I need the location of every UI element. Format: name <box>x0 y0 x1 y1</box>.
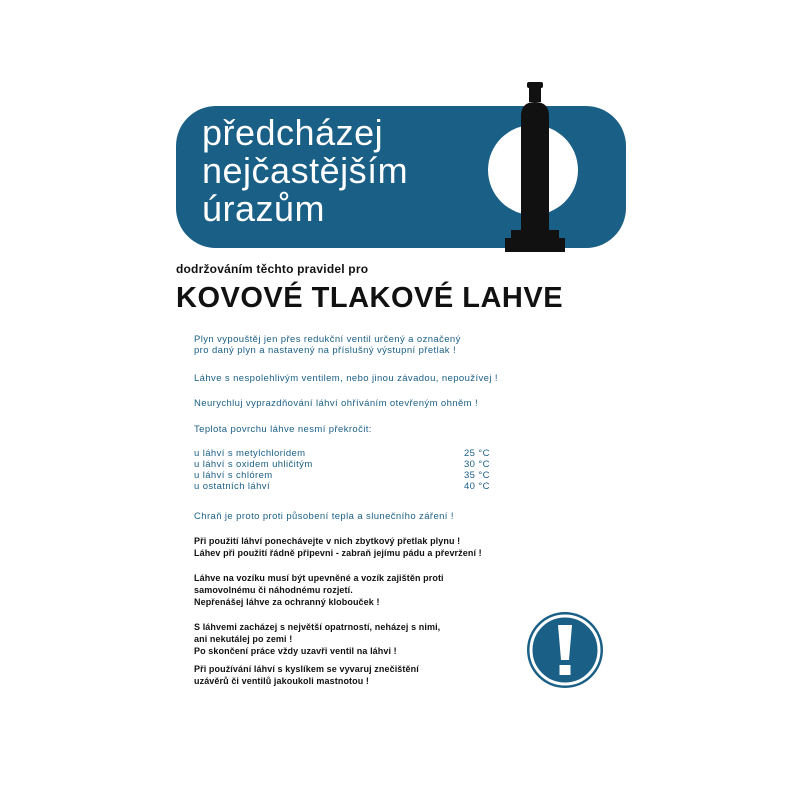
rule-line: Neurychluj vyprazdňování láhví ohříváním otevřeným ohněm ! <box>194 398 479 409</box>
rule-line: pro daný plyn a nastavený na příslušný výstupní přetlak ! <box>194 345 457 356</box>
rule-line: Teplota povrchu láhve nesmí překročit: <box>194 424 372 435</box>
temp-value: 25 °C <box>464 448 490 459</box>
main-title: KOVOVÉ TLAKOVÉ LAHVE <box>176 282 564 314</box>
temperature-table <box>194 448 490 492</box>
rule-line: Plyn vypouštěj jen přes redukční ventil určený a označený <box>194 334 461 345</box>
rule-line: Při používání láhví s kyslíkem se vyvaruj znečištění <box>194 664 419 674</box>
rule-line: Láhev při použití řádně připevni - zabraň jejímu pádu a převržení ! <box>194 548 482 558</box>
temp-label: u láhví s oxidem uhličitým <box>194 459 313 470</box>
temp-label: u ostatních láhví <box>194 481 270 492</box>
table-row <box>194 470 490 481</box>
rule-line: samovolnému či náhodnému rozjetí. <box>194 585 353 595</box>
banner-line-2: nejčastějším <box>202 150 409 191</box>
rule-line: uzávěrů či ventilů jakoukoli mastnotou ! <box>194 676 370 686</box>
rule-line: ani nekutálej po zemi ! <box>194 634 293 644</box>
exclamation-icon <box>527 612 603 688</box>
warning-badge <box>527 612 603 688</box>
rule-line: Nepřenášej láhve za ochranný klobouček ! <box>194 597 380 607</box>
rule-line: Chraň je proto proti působení tepla a slunečního záření ! <box>194 511 454 522</box>
temp-label: u láhví s chlórem <box>194 470 273 481</box>
rule-line: Při použití láhví ponechávejte v nich zbytkový přetlak plynu ! <box>194 536 461 546</box>
temp-value: 35 °C <box>464 470 490 481</box>
banner-title <box>202 114 408 228</box>
temp-label: u láhví s metylchloridem <box>194 448 306 459</box>
banner-line-1: předcházej <box>202 112 384 153</box>
subtitle: dodržováním těchto pravidel pro <box>176 262 369 276</box>
rule-line: Láhve s nespolehlivým ventilem, nebo jinou závadou, nepoužívej ! <box>194 373 498 384</box>
temp-value: 30 °C <box>464 459 490 470</box>
banner-line-3: úrazům <box>202 188 326 229</box>
gas-cylinder-icon <box>495 82 575 254</box>
table-row <box>194 481 490 492</box>
table-row <box>194 448 490 459</box>
rule-line: Po skončení práce vždy uzavři ventil na láhvi ! <box>194 646 397 656</box>
temp-value: 40 °C <box>464 481 490 492</box>
rule-line: Láhve na vozíku musí být upevněné a vozík zajištěn proti <box>194 573 444 583</box>
table-row <box>194 459 490 470</box>
rule-line: S láhvemi zacházej s největší opatrností, neházej s nimi, <box>194 622 441 632</box>
